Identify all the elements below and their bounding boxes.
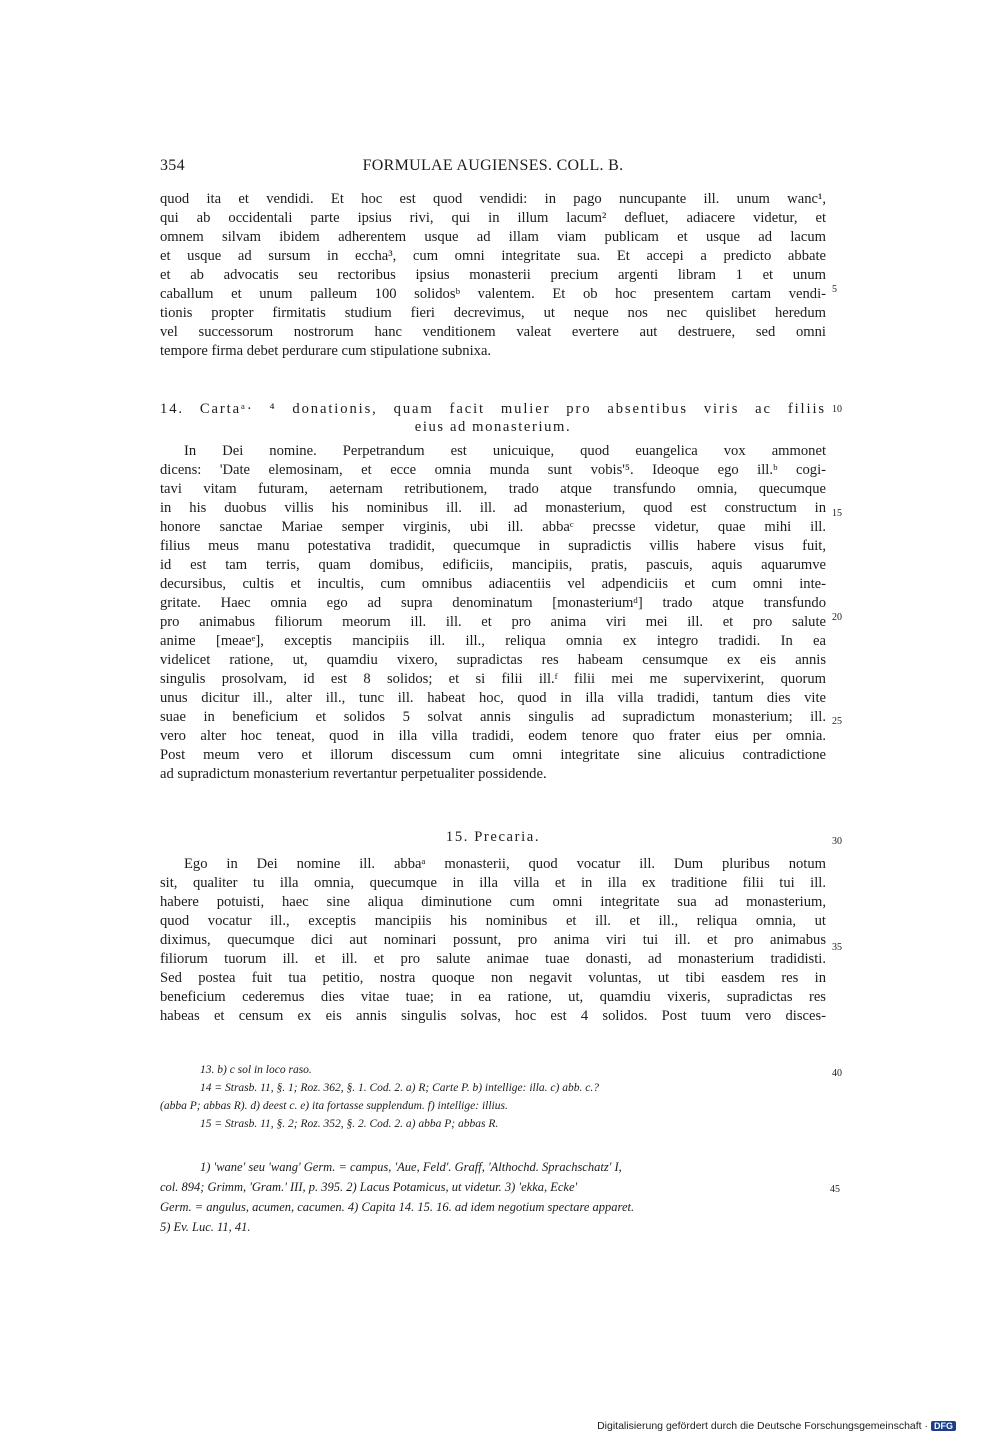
text-line: unus dicitur ill., alter ill., tunc ill. habeat hoc, quod in illa villa tradidi, tantum dies vite — [160, 690, 826, 706]
text-line: caballum et unum palleum 100 solidosᵇ valentem. Et ob hoc presentem cartam vendi- — [160, 286, 826, 302]
section-15-title: 15. Precaria. — [445, 829, 541, 845]
text-line: omnem silvam ibidem adherentem usque ad illam viam publicam et usque ad lacum — [160, 229, 826, 245]
text-line: tionis propter firmitatis studium fieri decrevimus, ut neque nos nec quislibet heredum — [160, 305, 826, 321]
critical-apparatus — [160, 1061, 826, 1133]
line-number: 10 — [832, 404, 842, 415]
text-line: In Dei nomine. Perpetrandum est unicuique, quod euangelica vox ammonet — [184, 443, 826, 459]
text-line: beneficium cederemus dies vitae tuae; in ea ratione, ut, quamdiu vixeris, supradictas res — [160, 989, 826, 1005]
running-head: FORMULAE AUGIENSES. COLL. B. — [362, 157, 624, 174]
page-number: 354 — [160, 157, 185, 174]
line-number: 25 — [832, 716, 842, 727]
line-number: 20 — [832, 612, 842, 623]
apparatus-line: (abba P; abbas R). d) deest c. e) ita fortasse supplendum. f) intellige: illius. — [160, 1100, 508, 1112]
footnotes — [160, 1157, 826, 1237]
line-number: 15 — [832, 508, 842, 519]
apparatus-line: 15 = Strasb. 11, §. 2; Roz. 352, §. 2. Cod. 2. a) abba P; abbas R. — [200, 1118, 499, 1130]
section-15-text — [160, 855, 826, 1026]
text-line: anime [meaeᵉ], exceptis mancipiis ill. ill., reliqua omnia ex integro tradidi. In ea — [160, 633, 826, 649]
line-number: 30 — [832, 836, 842, 847]
footnote-line: Germ. = angulus, acumen, cacumen. 4) Capita 14. 15. 16. ad idem negotium spectare apparet. — [160, 1200, 635, 1214]
apparatus-line: 13. b) c sol in loco raso. — [200, 1064, 312, 1076]
section-14-title-line: 14. Cartaᵃ· ⁴ donationis, quam facit mulier pro absentibus viris ac filiis — [160, 401, 826, 417]
line-number: 40 — [832, 1068, 842, 1079]
text-line: singulis prosolvam, id est 8 solidos; et si filii ill.ᶠ filii mei me supervixerint, quorum — [160, 671, 826, 687]
text-line: vel successorum nostrorum hanc venditionem valeat evertere aut destruere, sed omni — [160, 324, 826, 340]
text-line: Ego in Dei nomine ill. abbaᵃ monasterii, quod vocatur ill. Dum pluribus notum — [184, 856, 826, 872]
text-line: filiorum tuorum ill. et ill. et pro salute animae tuae donasti, ad monasterium tradidisti. — [160, 951, 826, 967]
text-line: quod ita et vendidi. Et hoc est quod vendidi: in pago nuncupante ill. unum wanc¹, — [160, 191, 826, 207]
text-line: decursibus, cultis et incultis, cum omnibus adiacentiis vel adpendiciis et cum omni inte- — [160, 576, 826, 592]
line-number: 35 — [832, 942, 842, 953]
text-line: honore sanctae Mariae semper virginis, ubi ill. abbaᶜ precsse videtur, quae mihi ill. — [160, 519, 826, 535]
text-line: qui ab occidentali parte ipsius rivi, qui in illum lacum² defluet, adiacere videtur, et — [160, 210, 826, 226]
credit-text: Digitalisierung gefördert durch die Deutsche Forschungsgemeinschaft · — [597, 1420, 928, 1432]
text-line: quod vocatur ill., exceptis mancipiis his nominibus et ill. et ill., reliqua omnia, ut — [160, 913, 826, 929]
text-line: habeas et censum ex eis annis singulis solvas, hoc est 4 solidos. Post tuum vero disces- — [160, 1008, 826, 1024]
text-line: vero alter hoc teneat, quod in illa villa tradidi, eodem tenore quo frater eius per omnia. — [160, 728, 826, 744]
apparatus-line: 14 = Strasb. 11, §. 1; Roz. 362, §. 1. Cod. 2. a) R; Carte P. b) intellige: illa. c) abb. c.? — [200, 1082, 599, 1094]
text-line: Post meum vero et illorum discessum cum omni integritate sine alicuius contradictione — [160, 747, 826, 763]
line-number: 45 — [830, 1184, 840, 1195]
footnote-line: 5) Ev. Luc. 11, 41. — [160, 1220, 251, 1234]
text-line: in his duobus villis his nominibus ill. ill. ad monasterium, quod est constructum in — [160, 500, 826, 516]
section-14-text — [160, 442, 826, 784]
line-number: 5 — [832, 284, 837, 295]
text-line: et usque ad sursum in eccha³, cum omni integritate sua. Et accepi a predicto abbate — [160, 248, 826, 264]
text-line: dicens: 'Date elemosinam, et ecce omnia munda sunt vobis'⁵. Ideoque ego ill.ᵇ cogi- — [160, 462, 826, 478]
text-line: sit, qualiter tu illa omnia, quecumque in illa villa et in illa ex traditione filii tui ill. — [160, 875, 826, 891]
text-line: et ab advocatis seu rectoribus ipsius monasterii precium argenti libram 1 et unum — [160, 267, 826, 283]
text-line: ad supradictum monasterium revertantur perpetualiter possidende. — [160, 766, 547, 782]
digitization-credit — [597, 1420, 956, 1432]
text-line: Sed postea fuit tua petitio, nostra quoque non negavit voluntas, ut tibi easdem res in — [160, 970, 826, 986]
text-line: videlicet ratione, ut, quamdiu vixero, supradictas res habeam censumque ex eis annis — [160, 652, 826, 668]
section-14-title-line: eius ad monasterium. — [414, 419, 572, 435]
text-line: filius meus manu potestativa tradidit, quecumque in supradictis villis habere visus fuit, — [160, 538, 826, 554]
text-line: gritate. Haec omnia ego ad supra denominatum [monasteriumᵈ] trado atque transfundo — [160, 595, 826, 611]
text-line: tempore firma debet perdurare cum stipulatione subnixa. — [160, 343, 492, 359]
footnote-line: col. 894; Grimm, 'Gram.' III, p. 395. 2) Lacus Potamicus, ut videtur. 3) 'ekka, Ecke' — [160, 1180, 578, 1194]
text-line: suae in beneficium et solidos 5 solvat annis singulis ad supradictum monasterium; ill. — [160, 709, 826, 725]
text-line: tavi vitam futuram, aeternam retributionem, trado atque transfundo omnia, quecumque — [160, 481, 826, 497]
dfg-logo: DFG — [931, 1421, 956, 1431]
text-line: diximus, quecumque dici aut nominari possunt, pro anima viri tui ill. et pro animabus — [160, 932, 826, 948]
page-header — [160, 157, 826, 179]
section-14-title — [160, 400, 826, 436]
section-13-text — [160, 190, 826, 361]
text-line: habere potuisti, haec sine aliqua diminutione cum omni integritate sua ad monasterium, — [160, 894, 826, 910]
text-line: pro animabus filiorum meorum ill. ill. et pro anima viri mei ill. et pro salute — [160, 614, 826, 630]
footnote-line: 1) 'wane' seu 'wang' Germ. = campus, 'Aue, Feld'. Graff, 'Althochd. Sprachschatz' I, — [200, 1160, 622, 1174]
text-line: id est tam terris, quam domibus, edificiis, mancipiis, pratis, pascuis, aquis aquarumve — [160, 557, 826, 573]
